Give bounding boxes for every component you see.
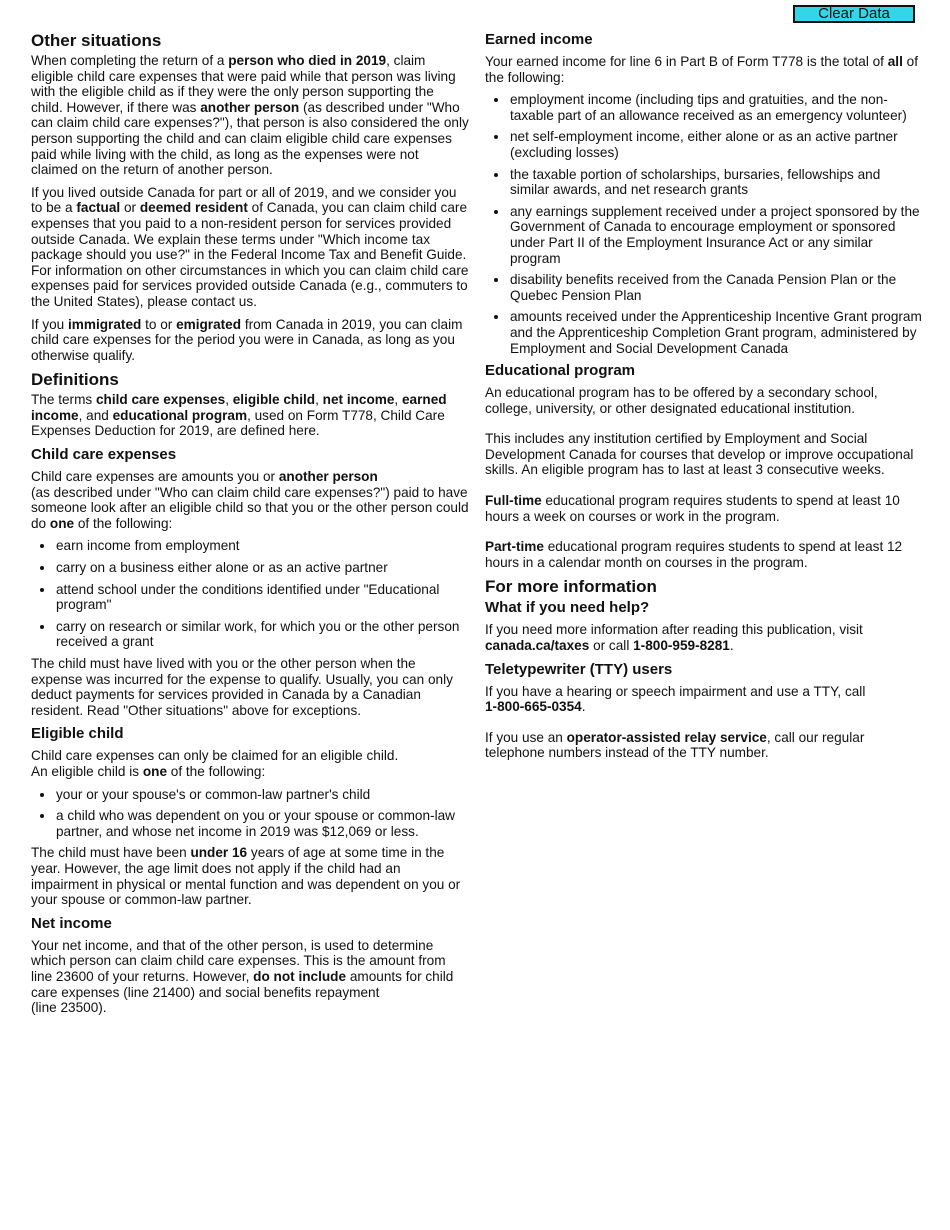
- child-care-expenses-list: [31, 538, 469, 650]
- educational-program-p3: Full-time educational program requires students to spend at least 10 hours a week on courses or work in the program.: [485, 493, 900, 524]
- list-item: • earn income from employment: [55, 538, 469, 554]
- child-care-expenses-heading: Child care expenses: [31, 446, 177, 464]
- earned-income-list: [485, 92, 923, 356]
- tty-p2: If you use an operator-assisted relay service, call our regular telephone numbers instead of the TTY number.: [485, 729, 865, 761]
- educational-program-p4: Part-time educational program requires students to spend at least 12 hours in a calendar month on courses in the program.: [485, 539, 903, 570]
- list-item: • any earnings supplement received under a project sponsored by the Government of Canada to encourage employment or sponsored under Part II of the Employment Insurance Act or any similar program: [509, 204, 923, 266]
- eligible-child-p2: The child must have been under 16 years of age at some time in the year. However, the age limit does not apply if the child had an impairment in physical or mental function and was dependent on you or your spouse or common-law partner.: [31, 845, 461, 908]
- other-situations-p3: If you immigrated to or emigrated from Canada in 2019, you can claim child care expenses for the period you were in Canada, as long as you otherwise qualify.: [31, 316, 463, 363]
- definitions-p1: The terms child care expenses, eligible child, net income, earned income, and educational program, used on Form T778, Child Care Expenses Deduction for 2019, are defined here.: [31, 392, 447, 439]
- net-income-heading: Net income: [31, 914, 112, 932]
- tty-p1: If you have a hearing or speech impairment and use a TTY, call 1-800-665-0354.: [485, 683, 866, 715]
- earned-income-heading: Earned income: [485, 31, 593, 48]
- list-item: • carry on a business either alone or as an active partner: [55, 560, 469, 576]
- list-item: • the taxable portion of scholarships, bursaries, fellowships and similar awards, and net research grants: [509, 167, 923, 198]
- definitions-heading: Definitions: [31, 370, 119, 390]
- other-situations-p1: When completing the return of a person who died in 2019, claim eligible child care expenses that were paid while that person was living with the eligible child as if they were the only person supporting the child. However, if there was another person (as described under "Who can claim child care expenses?"), that person is also considered the only person supporting the child and can claim eligible child care expenses paid while living with the child, as long as the expenses were not claimed on the return of another person.: [31, 53, 469, 178]
- other-situations-p2: If you lived outside Canada for part or all of 2019, and we consider you to be a factual or deemed resident of Canada, you can claim child care expenses that you paid to a non-resident person for services provided outside Canada. We explain these terms under "Which income tax package should you use?" in the Federal Income Tax and Benefit Guide. For information on other circumstances in which you can claim child care expenses paid for services provided outside Canada (e.g., commuters to the United States), please contact us.: [31, 184, 469, 309]
- eligible-child-p1: Child care expenses can only be claimed for an eligible child. An eligible child is one of the following:: [31, 748, 399, 779]
- earned-income-p1: Your earned income for line 6 in Part B of Form T778 is the total of all of the following:: [485, 54, 918, 85]
- eligible-child-heading: Eligible child: [31, 725, 124, 743]
- need-help-p1: If you need more information after reading this publication, visit canada.ca/taxes or call 1-800-959-8281.: [485, 622, 863, 654]
- need-help-heading: What if you need help?: [485, 599, 650, 617]
- list-item: • net self-employment income, either alone or as an active partner (excluding losses): [509, 129, 923, 160]
- educational-program-heading: Educational program: [485, 362, 636, 380]
- right-column: [485, 31, 923, 768]
- list-item: • attend school under the conditions identified under "Educational program": [55, 582, 469, 613]
- clear-data-button[interactable]: Clear Data: [793, 5, 915, 23]
- child-care-expenses-p1: Child care expenses are amounts you or another person (as described under "Who can claim child care expenses?") paid to have someone look after an eligible child so that you or the other person could do one of the following:: [31, 469, 469, 531]
- for-more-information-heading: For more information: [485, 577, 657, 597]
- list-item: • carry on research or similar work, for which you or the other person received a grant: [55, 619, 469, 650]
- educational-program-p1: An educational program has to be offered by a secondary school, college, university, or other designated educational institution.: [485, 385, 878, 416]
- educational-program-p2: This includes any institution certified by Employment and Social Development Canada for courses that develop or improve occupational skills. An eligible program has to last at least 3 consecutive weeks.: [485, 431, 914, 478]
- list-item: • disability benefits received from the Canada Pension Plan or the Quebec Pension Plan: [509, 272, 923, 303]
- list-item: • amounts received under the Apprenticeship Incentive Grant program and the Apprenticeship Completion Grant program, administered by Employment and Social Development Canada: [509, 309, 923, 356]
- list-item: • your or your spouse's or common-law partner's child: [55, 787, 469, 803]
- child-care-expenses-p2: The child must have lived with you or the other person when the expense was incurred for the expense to qualify. Usually, you can only deduct payments for services provided in Canada by a Canadian resident. Read "Other situations" above for exceptions.: [31, 656, 453, 718]
- eligible-child-list: [31, 787, 469, 840]
- list-item: • a child who was dependent on you or your spouse or common-law partner, and whose net income in 2019 was $12,069 or less.: [55, 808, 469, 839]
- left-column: [31, 31, 469, 1023]
- other-situations-heading: Other situations: [31, 31, 162, 50]
- list-item: • employment income (including tips and gratuities, and the non-taxable part of an allowance received as an emergency volunteer): [509, 92, 923, 123]
- net-income-p1: Your net income, and that of the other person, is used to determine which person can claim child care expenses. This is the amount from line 23600 of your returns. However, do not include amounts for child care expenses (line 21400) and social benefits repayment (line 23500).: [31, 937, 454, 1016]
- tty-heading: Teletypewriter (TTY) users: [485, 660, 673, 678]
